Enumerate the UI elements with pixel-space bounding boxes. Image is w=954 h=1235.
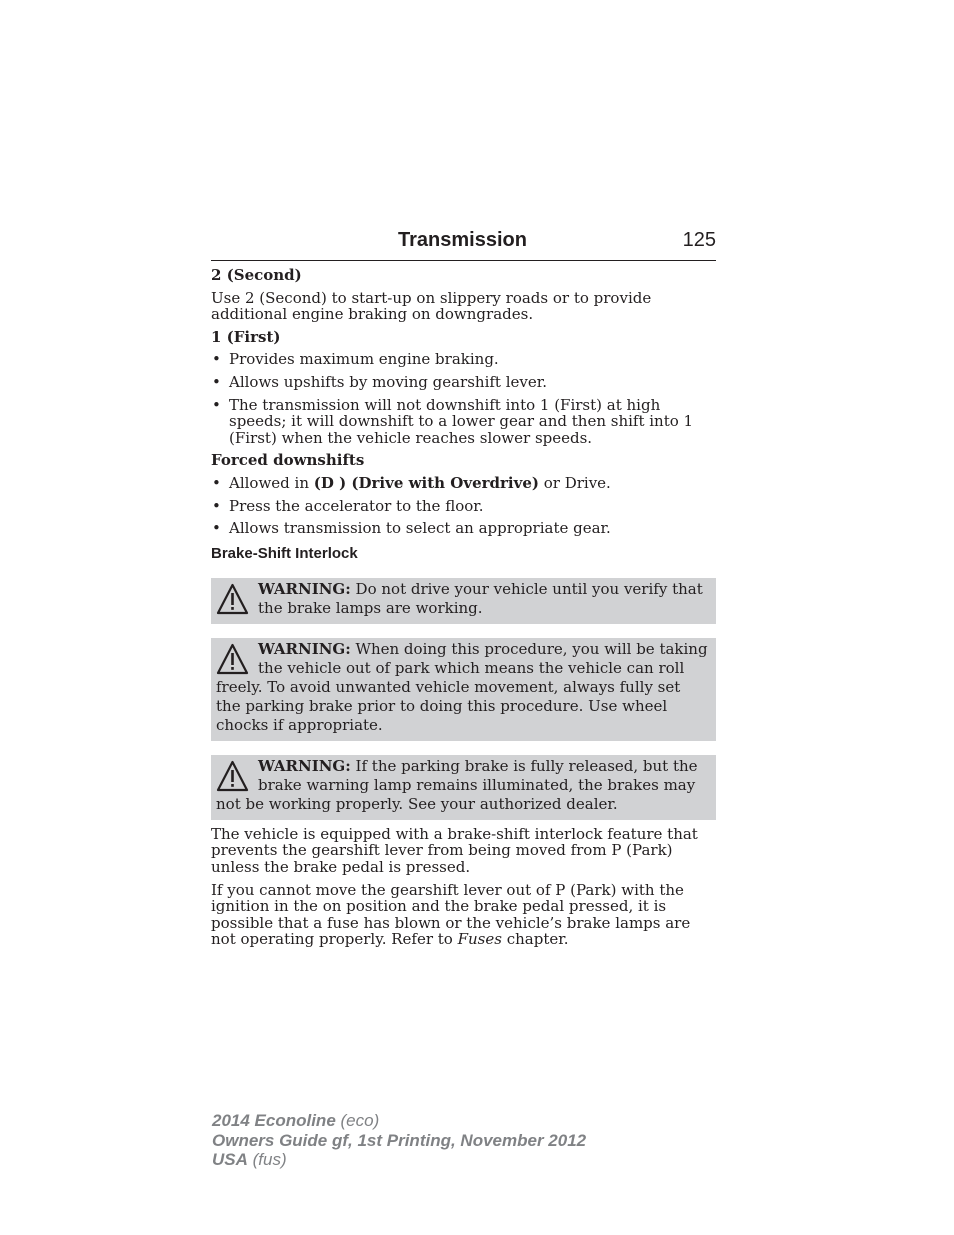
- bullet-icon: •: [212, 372, 221, 391]
- bullet-icon: •: [212, 496, 221, 515]
- footer-line: USA (fus): [212, 1150, 287, 1169]
- warning-triangle-icon: [216, 760, 249, 793]
- section-title: Brake-Shift Interlock: [211, 544, 358, 562]
- bullet-icon: •: [212, 350, 221, 369]
- page-footer: [212, 1111, 586, 1170]
- list-item: • Allows transmission to select an appropriate gear.: [212, 519, 611, 538]
- warning-triangle-icon: [216, 643, 249, 676]
- bullet-icon: •: [212, 395, 221, 414]
- warning-text: WARNING: When doing this procedure, you will be taking the vehicle out of park which means the vehicle can roll freely. To avoid unwanted vehicle movement, always fully set the parking brake prior to doing this procedure. Use wheel chocks if appropriate.: [216, 639, 708, 734]
- list-item: • Press the accelerator to the floor.: [212, 496, 484, 515]
- list-item: • Allows upshifts by moving gearshift lever.: [212, 372, 548, 391]
- footer-line: 2014 Econoline (eco): [212, 1111, 380, 1130]
- list-item: • Allowed in (D ) (Drive with Overdrive) or Drive.: [212, 473, 611, 492]
- forced-heading: Forced downshifts: [211, 451, 365, 470]
- page-title: Transmission: [398, 229, 527, 251]
- forced-bullet-list: [211, 475, 716, 537]
- warning-triangle-icon: [216, 583, 249, 616]
- warning-box: [211, 578, 716, 624]
- warning-text: WARNING: Do not drive your vehicle until you verify that the brake lamps are working.: [258, 579, 703, 617]
- interlock-paragraph: The vehicle is equipped with a brake-shift interlock feature that prevents the gearshift lever from being moved from P (Park) unless the brake pedal is pressed.: [211, 824, 698, 876]
- fuses-reference: Fuses: [457, 930, 502, 949]
- page-header: [211, 229, 716, 261]
- warning-box: [211, 638, 716, 741]
- page-number: 125: [682, 229, 716, 251]
- warning-text: WARNING: If the parking brake is fully released, but the brake warning lamp remains illuminated, the brakes may not be working properly. See your authorized dealer.: [216, 756, 698, 813]
- footer-line: Owners Guide gf, 1st Printing, November 2012: [212, 1130, 587, 1150]
- list-item: • Provides maximum engine braking.: [212, 350, 499, 369]
- first-heading: 1 (First): [211, 327, 281, 346]
- second-body: Use 2 (Second) to start-up on slippery roads or to provide additional engine braking on downgrades.: [211, 288, 652, 324]
- fuse-paragraph: If you cannot move the gearshift lever out of P (Park) with the ignition in the on position and the brake pedal pressed, it is possible that a fuse has blown or the vehicle’s brake lamps are not operating properly. Refer to Fuses chapter.: [211, 880, 691, 949]
- second-heading: 2 (Second): [211, 266, 302, 284]
- list-item: • The transmission will not downshift into 1 (First) at high speeds; it will downshift to a lower gear and then shift into 1 (First) when the vehicle reaches slower speeds.: [212, 395, 694, 447]
- warning-box: [211, 755, 716, 820]
- first-bullet-list: [211, 351, 716, 446]
- page-content: [211, 267, 716, 954]
- bullet-icon: •: [212, 519, 221, 538]
- bullet-icon: •: [212, 473, 221, 492]
